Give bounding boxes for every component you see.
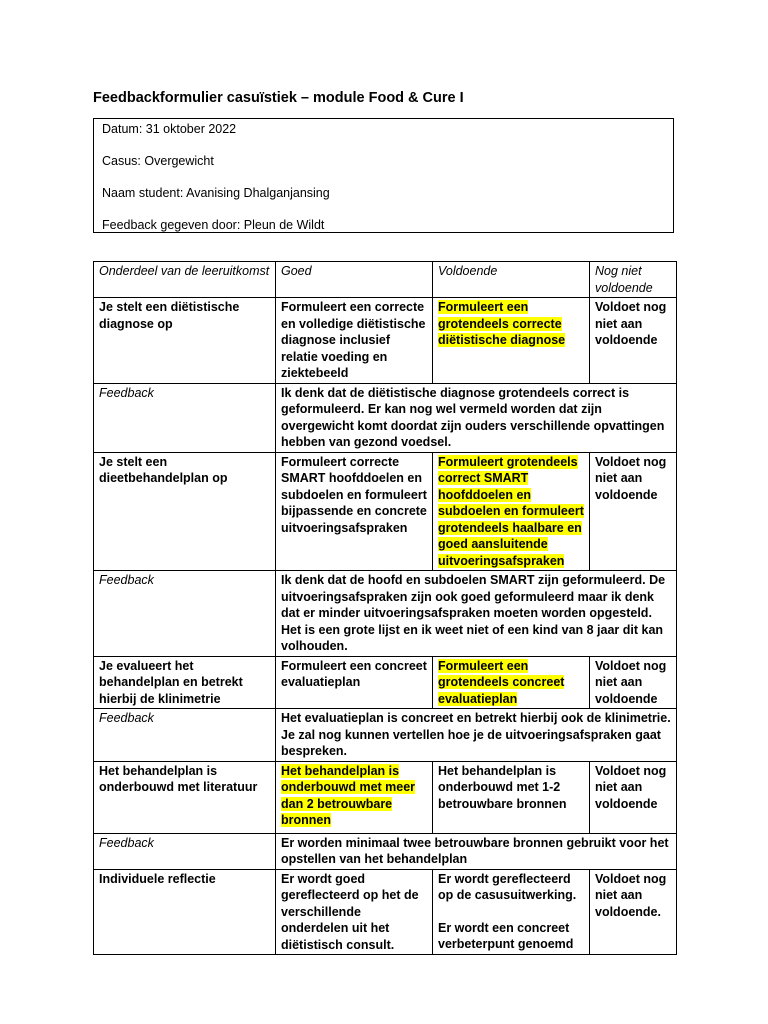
goed-reflectie: Er wordt goed gereflecteerd op het de verschillende onderdelen uit het diëtistisch consult. <box>276 869 433 955</box>
feedback-by-line <box>102 218 324 232</box>
page-title: Feedbackformulier casuïstiek – module Food & Cure I <box>93 90 464 106</box>
voldoende-behandelplan <box>433 452 590 571</box>
datum-label: Datum: <box>102 122 143 136</box>
voldoende-reflectie <box>433 869 590 955</box>
criterion-row-behandelplan <box>94 452 677 571</box>
highlighted-text: Formuleert een grotendeels correcte diëtistische diagnose <box>438 300 566 347</box>
header-goed: Goed <box>276 262 433 298</box>
feedback-row-evaluatie <box>94 709 677 762</box>
nog-niet-behandelplan: Voldoet nog niet aan voldoende <box>590 452 677 571</box>
feedback-row-diagnose <box>94 383 677 452</box>
datum-line <box>102 122 236 136</box>
voldoende-literatuur: Het behandelplan is onderbouwd met 1-2 betrouwbare bronnen <box>433 761 590 833</box>
feedback-behandelplan: Ik denk dat de hoofd en subdoelen SMART zijn geformuleerd. De uitvoeringsafspraken zijn ook goed geformuleerd maar ik denk dat er minder uitvoeringsafspraken moeten worden opgesteld. Het is een grote lijst en ik weet niet of een kind van 8 jaar dit kan volhouden. <box>276 571 677 657</box>
header-onderdeel: Onderdeel van de leeruitkomst <box>94 262 276 298</box>
info-box <box>93 118 674 233</box>
feedback-evaluatie: Het evaluatieplan is concreet en betrekt hierbij ook de klinimetrie. Je zal nog kunnen vertellen hoe je de uitvoeringsafspraken gaat bespreken. <box>276 709 677 762</box>
feedback-literatuur: Er worden minimaal twee betrouwbare bronnen gebruikt voor het opstellen van het behandelplan <box>276 833 677 869</box>
criterion-row-evaluatie <box>94 656 677 709</box>
feedback-by-value: Pleun de Wildt <box>243 218 325 232</box>
highlighted-text: Het behandelplan is onderbouwd met meer dan 2 betrouwbare bronnen <box>281 763 416 827</box>
highlighted-text: Formuleert grotendeels correct SMART hoofddoelen en subdoelen en formuleert grotendeels haalbare en goed aansluitende uitvoeringsafspraken <box>438 454 584 568</box>
nog-niet-evaluatie: Voldoet nog niet aan voldoende <box>590 656 677 709</box>
criterion-row-diagnose <box>94 298 677 384</box>
feedback-label: Feedback <box>94 571 276 657</box>
highlighted-text: Formuleert een grotendeels concreet evaluatieplan <box>438 658 565 706</box>
student-name-line <box>102 186 330 200</box>
voldoende-reflectie-b: Er wordt een concreet verbeterpunt genoemd <box>438 920 574 951</box>
header-nog-niet-voldoende: Nog niet voldoende <box>590 262 677 298</box>
goed-evaluatie: Formuleert een concreet evaluatieplan <box>276 656 433 709</box>
casus-value: Overgewicht <box>144 154 214 168</box>
feedback-label: Feedback <box>94 383 276 452</box>
casus-line <box>102 154 214 168</box>
nog-niet-literatuur: Voldoet nog niet aan voldoende <box>590 761 677 833</box>
goed-diagnose: Formuleert een correcte en volledige diëtistische diagnose inclusief relatie voeding en ziektebeeld <box>276 298 433 384</box>
voldoende-diagnose <box>433 298 590 384</box>
feedback-label: Feedback <box>94 833 276 869</box>
criterion-evaluatie: Je evalueert het behandelplan en betrekt hierbij de klinimetrie <box>94 656 276 709</box>
goed-literatuur <box>276 761 433 833</box>
criterion-literatuur: Het behandelplan is onderbouwd met literatuur <box>94 761 276 833</box>
voldoende-reflectie-a: Er wordt gereflecteerd op de casusuitwerking. <box>438 871 577 902</box>
casus-label: Casus: <box>102 154 141 168</box>
rubric-header-row <box>94 262 677 298</box>
goed-behandelplan: Formuleert correcte SMART hoofddoelen en subdoelen en formuleert bijpassende en concrete uitvoeringsafspraken <box>276 452 433 571</box>
criterion-diagnose: Je stelt een diëtistische diagnose op <box>94 298 276 384</box>
feedback-diagnose: Ik denk dat de diëtistische diagnose grotendeels correct is geformuleerd. Er kan nog wel vermeld worden dat zijn overgewicht komt doordat zijn ouders verschillende opvattingen hebben van gezond voedsel. <box>276 383 677 452</box>
student-name-value: Avanising Dhalganjansing <box>186 186 330 200</box>
feedback-by-label: Feedback gegeven door: <box>102 218 241 232</box>
nog-niet-reflectie: Voldoet nog niet aan voldoende. <box>590 869 677 955</box>
criterion-row-literatuur <box>94 761 677 833</box>
feedback-row-behandelplan <box>94 571 677 657</box>
feedback-row-literatuur <box>94 833 677 869</box>
feedback-label: Feedback <box>94 709 276 762</box>
voldoende-evaluatie <box>433 656 590 709</box>
rubric-table <box>93 261 677 955</box>
datum-value: 31 oktober 2022 <box>145 122 237 136</box>
criterion-row-reflectie <box>94 869 677 955</box>
criterion-reflectie: Individuele reflectie <box>94 869 276 955</box>
student-name-label: Naam student: <box>102 186 184 200</box>
header-voldoende: Voldoende <box>433 262 590 298</box>
nog-niet-diagnose: Voldoet nog niet aan voldoende <box>590 298 677 384</box>
criterion-behandelplan: Je stelt een dieetbehandelplan op <box>94 452 276 571</box>
